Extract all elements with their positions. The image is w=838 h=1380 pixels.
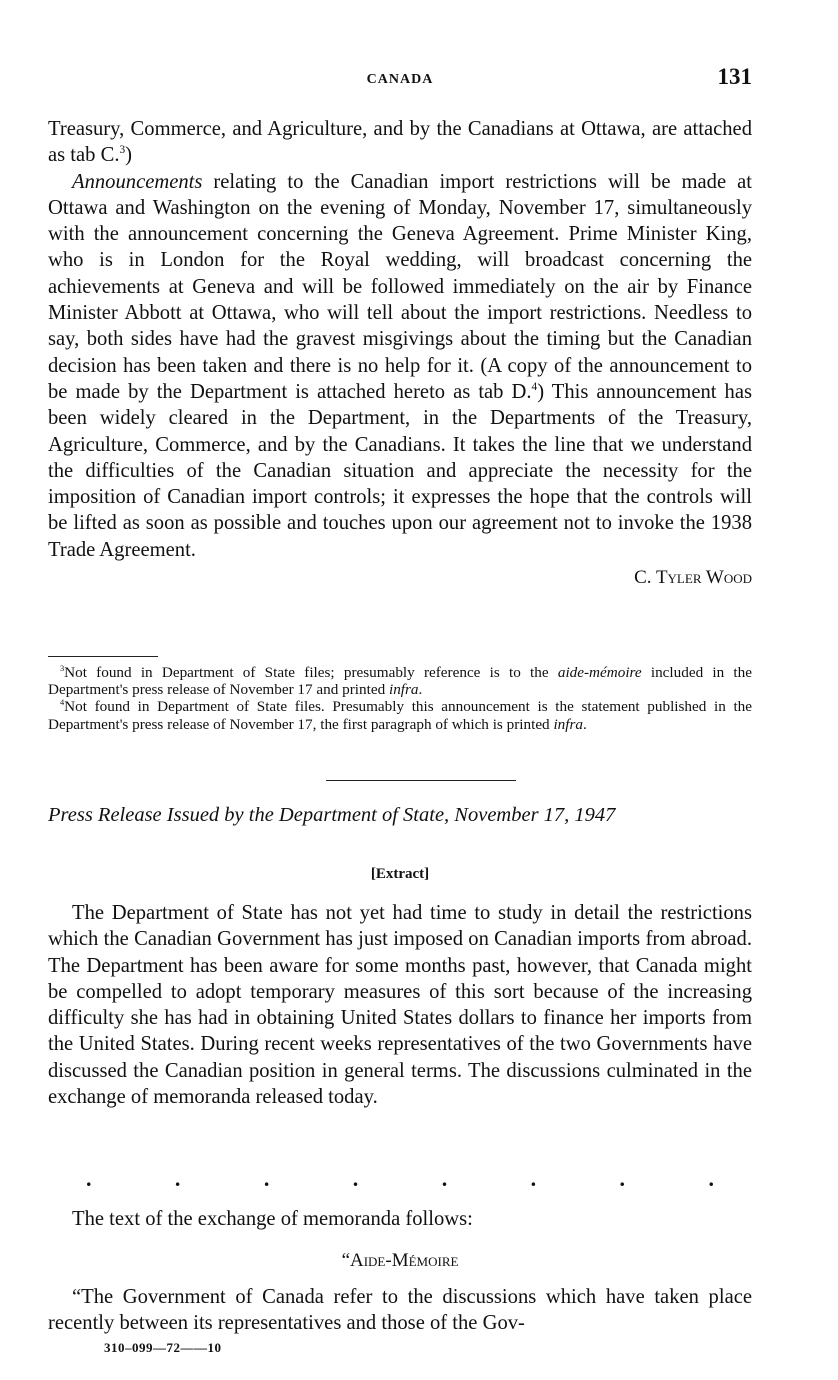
ellipsis-dot: . xyxy=(352,1166,359,1191)
press-release-paragraph-1: The Department of State has not yet had time to study in detail the restrictions which the Canadian Government has just imposed on Canadian imports from abroad. The Department has been aware for some months past, however, that Canada might be compelled to adopt temporary measures of this sort because of the increasing difficulty she has had in obtaining United States dollars to finance her imports from the United States. During recent weeks representatives of the two Governments have discussed the Canadian position in general terms. The discussions culminated in the exchange of memoranda released today. xyxy=(48,902,752,1109)
press-release-paragraph-2: The text of the exchange of memoranda follows: xyxy=(72,1208,473,1230)
ellipsis-dot: . xyxy=(619,1166,626,1191)
press-release-intro xyxy=(48,1206,752,1232)
footnotes xyxy=(48,664,752,733)
ellipsis-dot: . xyxy=(174,1166,181,1191)
ellipsis-dot: . xyxy=(263,1166,270,1191)
page-number: 131 xyxy=(717,64,752,89)
footnote-ref-3: 3 xyxy=(119,144,126,157)
footnote-3: $^3$Not found in Department of State files; presumably reference is to the aide-mémoire included in the Department's press release of November 17 and printed infra. xyxy=(48,663,752,699)
running-head xyxy=(48,64,752,94)
ellipsis-dot: . xyxy=(708,1166,714,1191)
memo-continuation xyxy=(48,116,752,591)
aide-memoire-body xyxy=(48,1284,752,1337)
extract-label: [Extract] xyxy=(370,866,430,882)
aide-memoire-paragraph-1: “The Government of Canada refer to the discussions which have taken place recently between its representatives and those of the Gov- xyxy=(48,1286,752,1335)
footnote-divider xyxy=(48,656,158,657)
press-release-body xyxy=(48,900,752,1110)
printer-imprint: 310–099—72——10 xyxy=(104,1340,222,1355)
aide-memoire-title: “Aide-Mémoire xyxy=(341,1250,459,1271)
section-divider xyxy=(326,780,516,781)
ellipsis-row xyxy=(48,1166,752,1192)
press-release-heading: Press Release Issued by the Department of State, November 17, 1947 xyxy=(48,804,616,826)
footnote-4: $^4$Not found in Department of State files. Presumably this announcement is the statement published in the Department's press release of November 17, the first paragraph of which is printed infra. xyxy=(48,698,752,733)
ellipsis-dot: . xyxy=(86,1166,92,1191)
ellipsis-dot: . xyxy=(441,1166,448,1191)
memo-paragraph-2: Announcements relating to the Canadian import restrictions will be made at Ottawa and Washington on the evening of Monday, November 17, simultaneously with the announcement concerning the Geneva Agreement. Prime Minister King, who is in London for the Royal wedding, will broadcast concerning the achievements at Geneva and will be followed immediately on the air by Finance Minister Abbott at Ottawa, who will tell about the import restrictions. Needless to say, both sides have had the gravest misgivings about the timing but the Canadian decision has been taken and there is no help for it. (A copy of the announcement to be made by the Department is attached hereto as tab D.$^4$) This announcement has been widely cleared in the Department, in the Departments of the Treasury, Agriculture, Commerce, and by the Canadians. It takes the line that we understand the difficulties of the Canadian situation and appreciate the necessity for the imposition of Canadian import controls; it expresses the hope that the controls will be lifted as soon as possible and touches upon our agreement not to invoke the 1938 Trade Agreement. xyxy=(48,170,752,561)
signature: C. Tyler Wood xyxy=(634,567,752,589)
ellipsis-dot: . xyxy=(530,1166,537,1191)
running-title: CANADA xyxy=(366,72,434,87)
memo-paragraph-1: Treasury, Commerce, and Agriculture, and by the Canadians at Ottawa, are attached as tab C.$^3$) xyxy=(48,118,752,167)
footnote-ref-4: 4 xyxy=(531,381,538,394)
